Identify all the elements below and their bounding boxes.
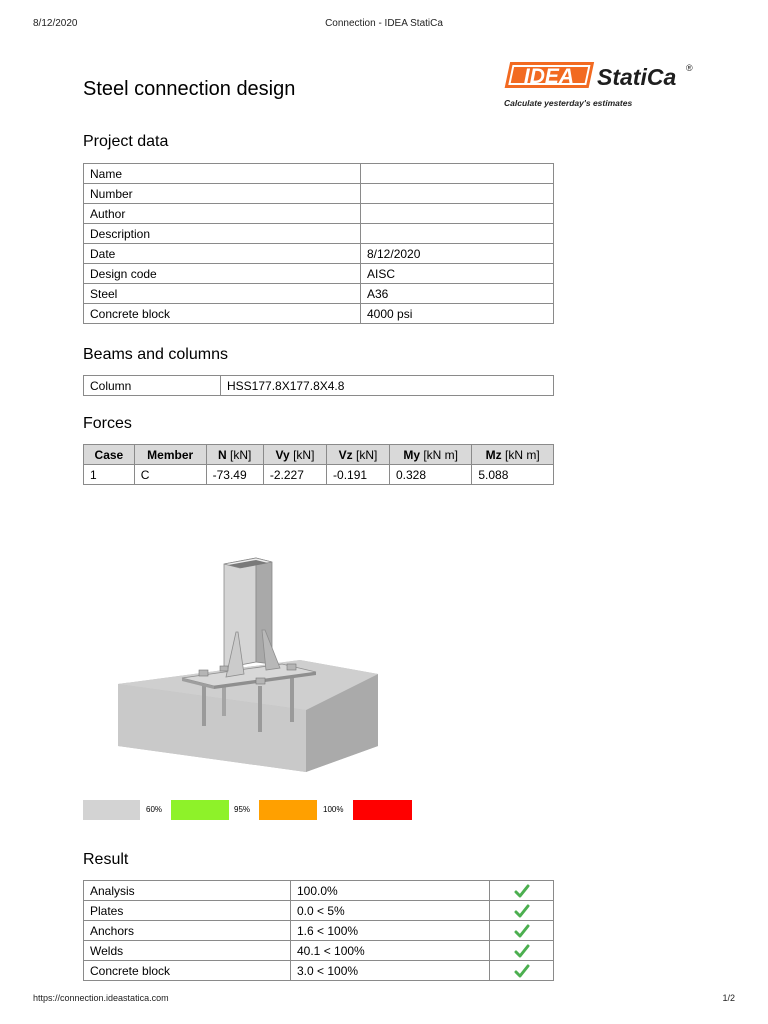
legend-label: 60% (146, 805, 163, 814)
forces-column-header (263, 445, 326, 465)
forces-header-name: Vz (338, 447, 353, 462)
check-icon (514, 943, 530, 957)
forces-heading: Forces (83, 415, 132, 432)
result-item: Concrete block (84, 961, 291, 981)
result-status (490, 941, 554, 961)
page-title: Steel connection design (83, 78, 296, 100)
print-title: Connection - IDEA StatiCa (325, 18, 443, 29)
result-value: 1.6 < 100% (291, 921, 490, 941)
result-status (490, 901, 554, 921)
project-row (84, 304, 554, 324)
result-table (83, 880, 554, 981)
forces-row (84, 465, 554, 485)
forces-header-row (84, 445, 554, 465)
project-value: 8/12/2020 (361, 244, 554, 264)
check-icon (514, 923, 530, 937)
result-value: 0.0 < 5% (291, 901, 490, 921)
logo-registered-mark: ® (686, 63, 693, 73)
result-value: 100.0% (291, 881, 490, 901)
beams-columns-table (83, 375, 554, 396)
legend-swatch (259, 800, 317, 820)
forces-cell: 5.088 (472, 465, 554, 485)
forces-cell: -0.191 (327, 465, 390, 485)
project-data-heading: Project data (83, 133, 169, 150)
project-label: Description (84, 224, 361, 244)
print-date: 8/12/2020 (33, 18, 78, 29)
page-number: 1/2 (722, 993, 735, 1003)
project-value: AISC (361, 264, 554, 284)
forces-header-unit: [kN m] (423, 447, 459, 462)
project-label: Design code (84, 264, 361, 284)
beams-columns-heading: Beams and columns (83, 346, 228, 363)
project-value (361, 164, 554, 184)
result-status (490, 961, 554, 981)
project-label: Concrete block (84, 304, 361, 324)
forces-cell: -73.49 (206, 465, 263, 485)
project-value (361, 224, 554, 244)
print-footer (0, 993, 768, 1007)
result-row (84, 921, 554, 941)
anchor-nut (256, 678, 265, 684)
forces-header-name: Vy (275, 447, 290, 462)
project-label: Steel (84, 284, 361, 304)
result-item: Anchors (84, 921, 291, 941)
result-row (84, 961, 554, 981)
result-item: Welds (84, 941, 291, 961)
anchor-nut (199, 670, 208, 676)
idea-statica-logo (503, 58, 703, 114)
forces-cell: 0.328 (389, 465, 471, 485)
forces-header-name: Case (94, 447, 124, 462)
forces-column-header (84, 445, 135, 465)
project-value: A36 (361, 284, 554, 304)
forces-header-unit: [kN] (293, 447, 315, 462)
anchor-rod (202, 686, 206, 726)
print-header (0, 18, 768, 32)
project-row (84, 244, 554, 264)
forces-cell: C (134, 465, 206, 485)
forces-header-unit: [kN] (356, 447, 378, 462)
forces-column-header (206, 445, 263, 465)
anchor-rod (258, 686, 262, 732)
legend-label: 100% (323, 805, 344, 814)
project-label: Author (84, 204, 361, 224)
project-label: Name (84, 164, 361, 184)
check-icon (514, 883, 530, 897)
legend-label: 95% (234, 805, 251, 814)
forces-column-header (327, 445, 390, 465)
beam-label: Column (84, 376, 221, 396)
forces-table (83, 444, 554, 485)
project-row (84, 184, 554, 204)
project-row (84, 284, 554, 304)
result-heading: Result (83, 851, 129, 868)
utilization-legend (83, 800, 413, 820)
forces-header-name: My (403, 447, 420, 462)
project-value (361, 184, 554, 204)
forces-column-header (472, 445, 554, 465)
check-icon (514, 903, 530, 917)
forces-header-name: N (218, 447, 227, 462)
result-value: 3.0 < 100% (291, 961, 490, 981)
logo-statica-text: StatiCa (597, 64, 677, 90)
result-value: 40.1 < 100% (291, 941, 490, 961)
result-item: Analysis (84, 881, 291, 901)
legend-swatch (353, 800, 412, 820)
project-value: 4000 psi (361, 304, 554, 324)
result-row (84, 901, 554, 921)
forces-header-unit: [kN] (230, 447, 252, 462)
legend-swatch (171, 800, 229, 820)
forces-header-name: Member (147, 447, 194, 462)
result-row (84, 881, 554, 901)
logo-graphic (503, 58, 703, 94)
connection-3d-model (110, 550, 390, 780)
anchor-nut (220, 666, 228, 671)
result-status (490, 881, 554, 901)
forces-column-header (134, 445, 206, 465)
beam-section: HSS177.8X177.8X4.8 (221, 376, 554, 396)
beam-row (84, 376, 554, 396)
anchor-rod (290, 678, 294, 722)
project-row (84, 204, 554, 224)
anchor-nut (287, 664, 296, 670)
project-row (84, 224, 554, 244)
forces-column-header (389, 445, 471, 465)
legend-swatch (83, 800, 140, 820)
forces-cell: -2.227 (263, 465, 326, 485)
project-value (361, 204, 554, 224)
logo-idea-text: IDEA (523, 65, 575, 88)
print-url: https://connection.ideastatica.com (33, 993, 169, 1003)
forces-cell: 1 (84, 465, 135, 485)
forces-header-name: Mz (485, 447, 502, 462)
project-label: Number (84, 184, 361, 204)
project-data-table (83, 163, 554, 324)
forces-header-unit: [kN m] (505, 447, 540, 462)
project-label: Date (84, 244, 361, 264)
check-icon (514, 963, 530, 977)
logo-slogan: Calculate yesterday's estimates (504, 98, 633, 108)
result-row (84, 941, 554, 961)
result-status (490, 921, 554, 941)
result-item: Plates (84, 901, 291, 921)
project-row (84, 164, 554, 184)
project-row (84, 264, 554, 284)
